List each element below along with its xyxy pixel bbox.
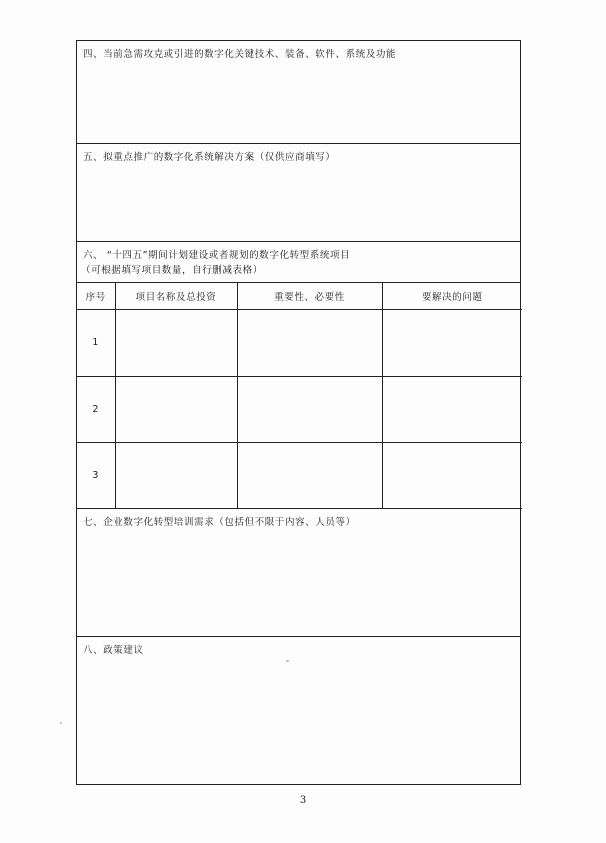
project-name-cell[interactable] — [115, 442, 237, 508]
section-8-title: 八、政策建议 — [83, 645, 144, 656]
scan-speck — [286, 660, 289, 662]
section-6-title: 六、 “十四五”期间计划建设或者规划的数字化转型系统项目 — [83, 250, 351, 261]
header-importance-necessity: 重要性、必要性 — [237, 283, 382, 309]
project-name-cell[interactable] — [115, 376, 237, 442]
scan-speck — [60, 722, 62, 724]
page-number: 3 — [299, 795, 307, 806]
row-number: 2 — [77, 376, 115, 442]
section-5-title: 五、拟重点推广的数字化系统解决方案（仅供应商填写） — [83, 152, 336, 163]
section-projects-header — [77, 242, 520, 283]
importance-cell[interactable] — [237, 376, 382, 442]
header-serial-number: 序号 — [77, 283, 115, 309]
form-frame — [76, 40, 521, 785]
row-number: 1 — [77, 309, 115, 376]
problems-cell[interactable] — [382, 309, 522, 376]
table-row — [77, 376, 522, 442]
table-row — [77, 309, 522, 376]
importance-cell[interactable] — [237, 309, 382, 376]
section-6-note: （可根据填写项目数量，自行删减表格） — [81, 265, 263, 276]
table-row — [77, 442, 522, 508]
header-project-name-investment: 项目名称及总投资 — [115, 283, 237, 309]
problems-cell[interactable] — [382, 376, 522, 442]
problems-cell[interactable] — [382, 442, 522, 508]
project-name-cell[interactable] — [115, 309, 237, 376]
section-policy-suggestions — [77, 637, 520, 784]
section-key-technologies — [77, 41, 520, 144]
section-training-needs — [77, 508, 520, 637]
section-solutions — [77, 144, 520, 242]
row-number: 3 — [77, 442, 115, 508]
table-header-row — [77, 283, 522, 309]
section-7-title: 七、企业数字化转型培训需求（包括但不限于内容、人员等） — [83, 517, 356, 528]
project-table — [77, 283, 522, 509]
importance-cell[interactable] — [237, 442, 382, 508]
section-4-title: 四、当前急需攻克或引进的数字化关键技术、装备、软件、系统及功能 — [83, 49, 397, 60]
header-problems-to-solve: 要解决的问题 — [382, 283, 522, 309]
